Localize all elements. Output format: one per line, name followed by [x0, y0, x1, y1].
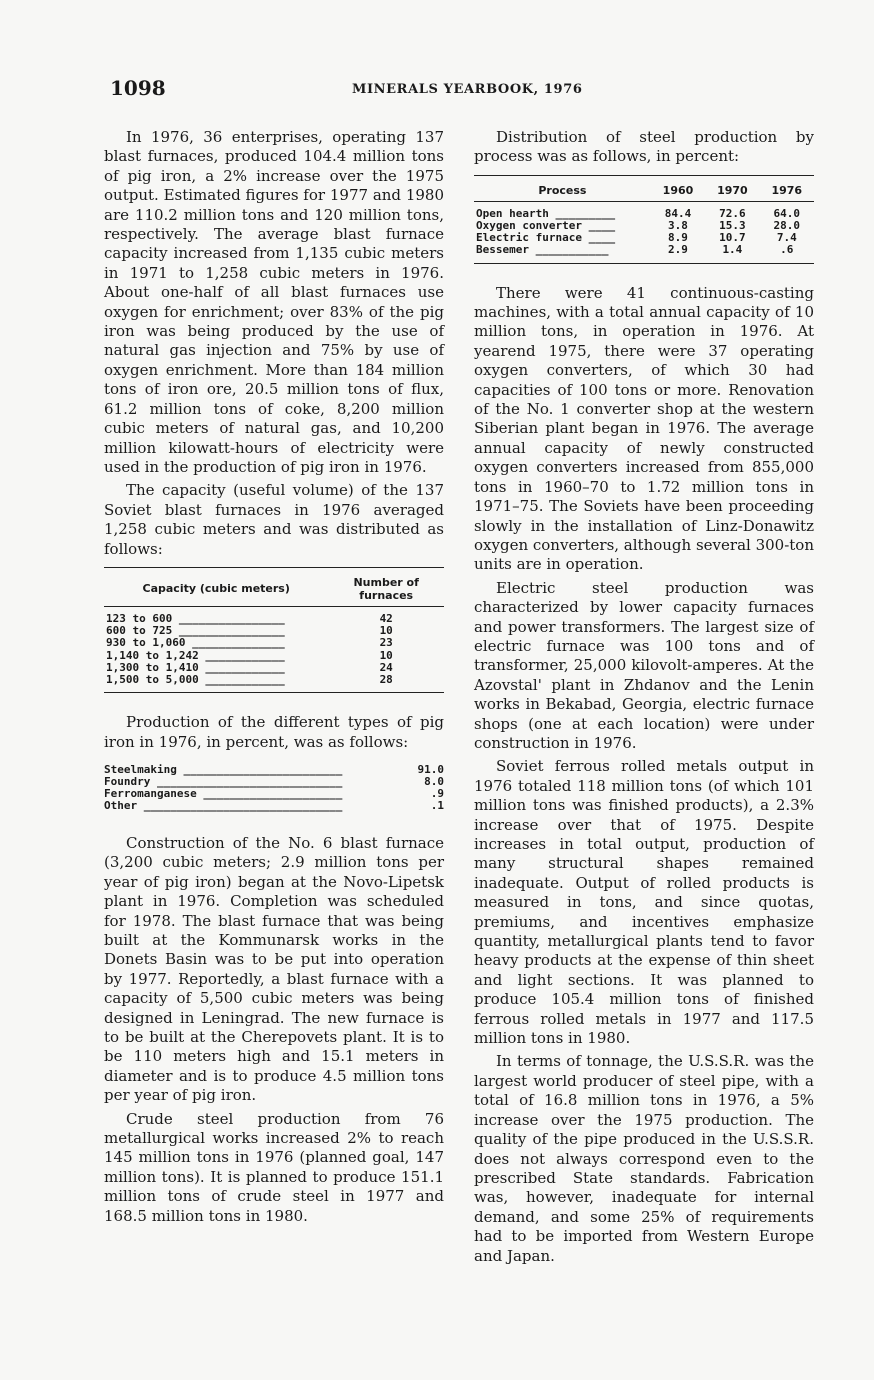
table-cell: Steelmaking ________________________	[104, 762, 343, 776]
table-cell: 1,140 to 1,242 ____________	[106, 648, 285, 662]
table-cell: 2.9	[668, 243, 688, 257]
column-header-furnaces: Number of furnaces	[328, 567, 444, 606]
table-cell: 72.6	[719, 206, 746, 220]
table-cell: Electric furnace ____	[476, 231, 616, 245]
page-number: 1098	[110, 76, 166, 100]
paragraph-pig-types-intro: Production of the different types of pig iron in 1976, in percent, was as follows:	[104, 713, 444, 751]
paragraph-pig-iron: In 1976, 36 enterprises, operating 137 blast furnaces, produced 104.4 million tons of pig iron, a 2% increase over the 1975 output. Estimated figures for 1977 and 1980 are 110.2 million tons and 120 million tons, respectively. The average blast furnace capacity increased from 1,135 cubic meters in 1971 to 1,258 cubic meters in 1976. About one-half of all blast furnaces use oxygen for enrichment; over 83% of the pig iron was being produced by the use of natural gas injection and 75% by use of oxygen enrichment. More than 184 million tons of iron ore, 20.5 million tons of flux, 61.2 million tons of coke, 8,200 million cubic meters of natural gas, and 10,200 million kilowatt-hours of electricity were used in the production of pig iron in 1976.	[104, 128, 444, 476]
paragraph-capacity-intro: The capacity (useful volume) of the 137 Soviet blast furnaces in 1976 averaged 1,258 cubic meters and was distributed as follows:	[104, 481, 444, 558]
table-cell: Bessemer ___________	[476, 243, 609, 257]
table-cell: 600 to 725 ________________	[106, 624, 285, 638]
table-cell: 42	[379, 611, 393, 625]
table-cell: 1.4	[722, 243, 743, 257]
table-cell: 10	[379, 648, 393, 662]
paragraph-electric-steel: Electric steel production was characterized by lower capacity furnaces and power transformers. The largest size of electric furnace was 100 tons and of transformer, 25,000 kilovolt-amperes. At the Azovstal' plant in Zhdanov and the Lenin works in Bekabad, Georgia, electric furnace shops (one at each location) were under construction in 1976.	[474, 578, 814, 752]
table-cell: 10	[379, 624, 393, 638]
table-cell: .1	[430, 798, 444, 812]
table-cell: 1,500 to 5,000 ____________	[106, 672, 285, 686]
table-row	[104, 637, 444, 649]
table-cell: 930 to 1,060 ______________	[106, 636, 285, 650]
column-header-capacity: Capacity (cubic meters)	[104, 567, 328, 606]
pig-iron-types-table	[104, 760, 444, 812]
table-cell: 3.8	[668, 219, 688, 233]
column-header-1960: 1960	[651, 175, 705, 201]
table-cell: Open hearth _________	[476, 206, 616, 220]
table-cell: 64.0	[773, 206, 801, 220]
paragraph-steel-pipe: In terms of tonnage, the U.S.S.R. was the largest world producer of steel pipe, with a total of 16.8 million tons in 1976, a 5% increase over the 1975 production. The quality of the pipe produced in the U.S.S.R. does not always correspond even to the prescribed State standards. Fabrication was, however, inadequate for internal demand, and some 25% of requirements had to be imported from Western Europe and Japan.	[474, 1052, 814, 1265]
column-header-process: Process	[474, 175, 651, 201]
table-row	[104, 674, 444, 693]
left-column	[104, 128, 444, 1230]
process-table	[474, 175, 814, 264]
table-row	[104, 606, 444, 625]
table-cell: 24	[379, 660, 393, 674]
table-cell: .6	[780, 243, 794, 257]
table-cell: 28	[379, 672, 393, 686]
right-column	[474, 128, 814, 1270]
table-cell: 123 to 600 ________________	[106, 611, 285, 625]
table-cell: 15.3	[719, 219, 746, 233]
table-cell: Other ______________________________	[104, 798, 343, 812]
column-header-1970: 1970	[705, 175, 759, 201]
table-cell: 10.7	[719, 231, 746, 245]
table-cell: 91.0	[417, 762, 444, 776]
table-cell: 28.0	[773, 219, 801, 233]
table-cell: Oxygen converter ____	[476, 219, 616, 233]
table-row	[474, 244, 814, 263]
table-cell: 7.4	[776, 231, 797, 245]
paragraph-crude-steel: Crude steel production from 76 metallurgical works increased 2% to reach 145 million tons in 1976 (planned goal, 147 million tons). It is planned to produce 151.1 million tons of crude steel in 1977 and 168.5 million tons in 1980.	[104, 1109, 444, 1225]
paragraph-construction: Construction of the No. 6 blast furnace (3,200 cubic meters; 2.9 million tons per year of pig iron) began at the Novo-Lipetsk plant in 1976. Completion was scheduled for 1978. The blast furnace that was being built at the Kommunarsk works in the Donets Basin was to be put into operation by 1977. Reportedly, a blast furnace with a capacity of 5,500 cubic meters was being designed in Leningrad. The new furnace is to be built at the Cherepovets plant. It is to be 110 meters high and 15.1 meters in diameter and is to produce 4.5 million tons per year of pig iron.	[104, 833, 444, 1105]
page-header	[110, 76, 810, 106]
table-row	[104, 650, 444, 662]
table-header-row	[104, 567, 444, 606]
table-row	[104, 760, 444, 776]
table-cell: 8.0	[424, 774, 444, 788]
paragraph-rolled-metals: Soviet ferrous rolled metals output in 1976 totaled 118 million tons (of which 101 million tons was finished products), a 2.3% increase over that of 1975. Despite increases in total output, production of many structural shapes remained inadequate. Output of rolled products is measured in tons, and since quotas, premiums, and incentives emphasize quantity, metallurgical plants tend to favor heavy products at the expense of thin sheet and light sections. It was planned to produce 105.4 million tons of finished ferrous rolled metals in 1977 and 117.5 million tons in 1980.	[474, 757, 814, 1048]
capacity-table	[104, 567, 444, 693]
table-cell: 1,300 to 1,410 ____________	[106, 660, 285, 674]
paragraph-distribution-intro: Distribution of steel production by process was as follows, in percent:	[474, 128, 814, 166]
column-header-1976: 1976	[760, 175, 814, 201]
table-cell: Foundry ____________________________	[104, 774, 343, 788]
table-cell: 84.4	[664, 206, 692, 220]
table-cell: 23	[379, 636, 393, 650]
table-cell: .9	[430, 786, 444, 800]
table-cell: 8.9	[668, 231, 688, 245]
table-cell: Ferromanganese _____________________	[104, 786, 343, 800]
table-header-row	[474, 175, 814, 201]
table-row	[104, 800, 444, 812]
table-row	[474, 201, 814, 220]
paragraph-continuous-casting: There were 41 continuous-casting machines, with a total annual capacity of 10 million tons, in operation in 1976. At yearend 1975, there were 37 operating oxygen converters, of which 30 had capacities of 100 tons or more. Renovation of the No. 1 converter shop at the western Siberian plant began in 1976. The average annual capacity of newly constructed oxygen converters increased from 855,000 tons in 1960–70 to 1.72 million tons in 1971–75. The Soviets have been proceeding slowly in the installation of Linz-Donawitz oxygen converters, although several 300-ton units are in operation.	[474, 283, 814, 574]
running-title: MINERALS YEARBOOK, 1976	[352, 82, 583, 97]
